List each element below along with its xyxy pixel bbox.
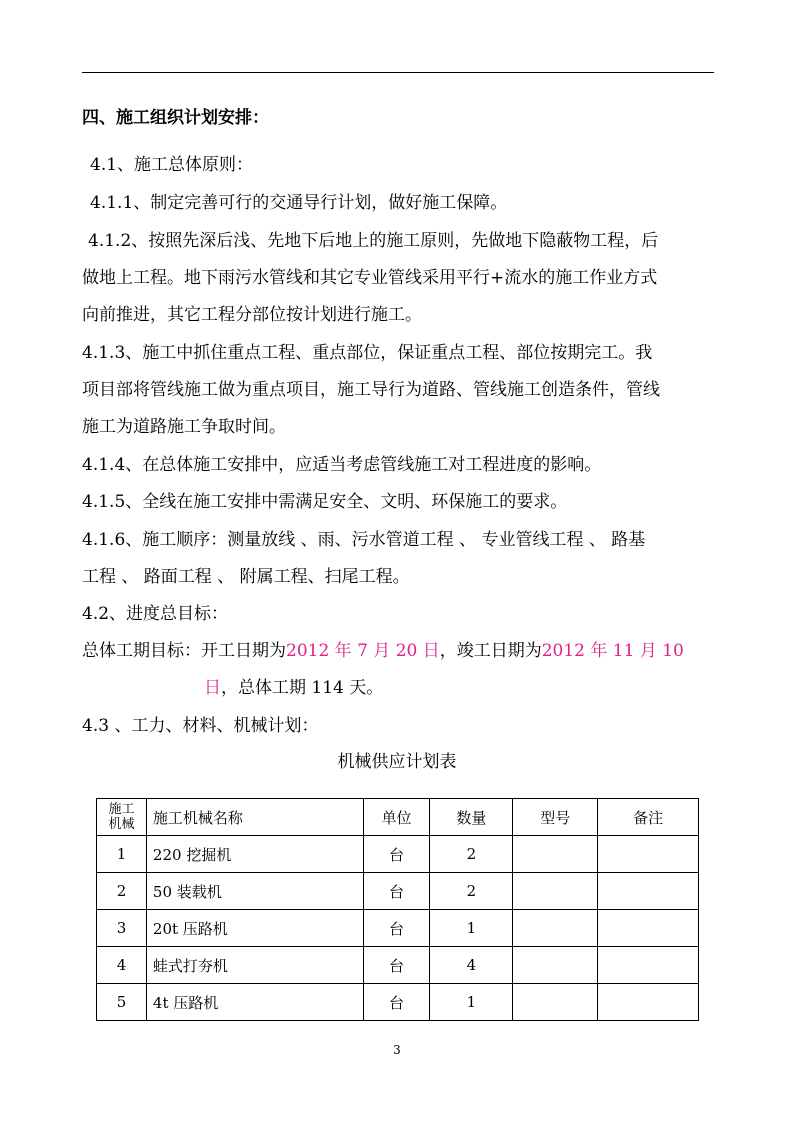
header-qty: 数量 [430, 799, 513, 836]
paragraph-4-1-3-line1: 4.1.3、施工中抓住重点工程、重点部位，保证重点工程、部位按期完工。我 [82, 343, 653, 363]
paragraph-4-1-4: 4.1.4、在总体施工安排中，应适当考虑管线施工对工程进度的影响。 [82, 455, 602, 475]
header-no: 施工 机械 [97, 799, 147, 836]
paragraph-4-1: 4.1、施工总体原则： [90, 155, 254, 175]
paragraph-4-1-3-line2: 项目部将管线施工做为重点项目，施工导行为道路、管线施工创造条件，管线 [82, 380, 660, 400]
cell-model [513, 910, 598, 947]
cell-remark [598, 873, 699, 910]
paragraph-4-1-2-line1: 4.1.2、按照先深后浅、先地下后地上的施工原则，先做地下隐蔽物工程，后 [88, 231, 659, 251]
machinery-table [96, 798, 699, 1021]
cell-no: 1 [97, 836, 147, 873]
cell-no: 3 [97, 910, 147, 947]
section-heading: 四、施工组织计划安排： [82, 108, 269, 128]
page-number: 3 [393, 1043, 401, 1057]
paragraph-4-1-5: 4.1.5、全线在施工安排中需满足安全、文明、环保施工的要求。 [82, 492, 568, 512]
header-remark: 备注 [598, 799, 699, 836]
cell-qty: 1 [430, 910, 513, 947]
paragraph-4-1-2-line3: 向前推进，其它工程分部位按计划进行施工。 [82, 305, 422, 325]
paragraph-4-1-2-line2: 做地上工程。地下雨污水管线和其它专业管线采用平行+流水的施工作业方式 [82, 268, 658, 288]
table-row [97, 873, 699, 910]
header-name: 施工机械名称 [146, 799, 363, 836]
table-header-row [97, 799, 699, 836]
table-row [97, 947, 699, 984]
start-date: 2012 年 7 月 20 日 [286, 641, 440, 661]
cell-name: 蛙式打夯机 [146, 947, 363, 984]
paragraph-4-1-6-line1: 4.1.6、施工顺序：测量放线 、雨、污水管道工程 、 专业管线工程 、 路基 [82, 530, 646, 550]
cell-remark [598, 984, 699, 1021]
cell-name: 220 挖掘机 [146, 836, 363, 873]
table-row [97, 910, 699, 947]
table-row [97, 984, 699, 1021]
cell-qty: 1 [430, 984, 513, 1021]
header-rule [82, 72, 714, 73]
schedule-suffix: ，总体工期 114 天。 [221, 678, 384, 698]
cell-name: 20t 压路机 [146, 910, 363, 947]
cell-model [513, 873, 598, 910]
paragraph-4-3: 4.3 、工力、材料、机械计划： [82, 716, 319, 736]
schedule-middle: ，竣工日期为 [439, 641, 542, 661]
cell-name: 4t 压路机 [146, 984, 363, 1021]
paragraph-4-1-3-line3: 施工为道路施工争取时间。 [82, 417, 286, 437]
cell-unit: 台 [363, 984, 430, 1021]
schedule-line1 [82, 641, 684, 661]
cell-qty: 4 [430, 947, 513, 984]
cell-remark [598, 947, 699, 984]
table-title: 机械供应计划表 [337, 752, 457, 772]
paragraph-4-1-6-line2: 工程 、 路面工程 、 附属工程、扫尾工程。 [82, 567, 410, 587]
cell-model [513, 947, 598, 984]
paragraph-4-1-1: 4.1.1、制定完善可行的交通导行计划，做好施工保障。 [90, 193, 508, 213]
cell-unit: 台 [363, 947, 430, 984]
cell-remark [598, 836, 699, 873]
table-row [97, 836, 699, 873]
cell-unit: 台 [363, 836, 430, 873]
cell-unit: 台 [363, 873, 430, 910]
header-model: 型号 [513, 799, 598, 836]
cell-model [513, 984, 598, 1021]
paragraph-4-2: 4.2、进度总目标： [82, 604, 229, 624]
cell-model [513, 836, 598, 873]
cell-no: 4 [97, 947, 147, 984]
cell-no: 2 [97, 873, 147, 910]
cell-name: 50 装载机 [146, 873, 363, 910]
cell-remark [598, 910, 699, 947]
schedule-line2 [204, 678, 383, 698]
end-date: 2012 年 11 月 10 [541, 641, 684, 661]
cell-qty: 2 [430, 836, 513, 873]
cell-qty: 2 [430, 873, 513, 910]
header-unit: 单位 [363, 799, 430, 836]
cell-no: 5 [97, 984, 147, 1021]
schedule-prefix: 总体工期目标：开工日期为 [82, 641, 286, 661]
end-date-suffix: 日 [204, 678, 221, 698]
cell-unit: 台 [363, 910, 430, 947]
